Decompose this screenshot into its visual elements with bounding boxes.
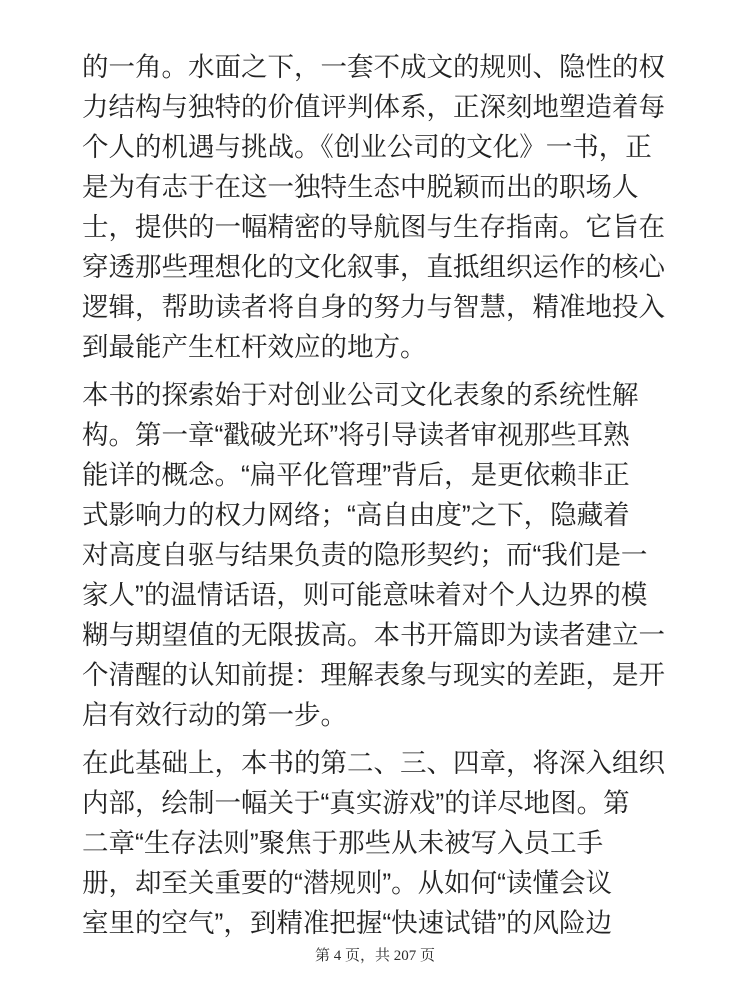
text-line: 式影响力的权力网络；“高自由度”之下，隐藏着 [82,500,630,530]
text-line: 士，提供的一幅精密的导航图与生存指南。它旨在 [82,212,665,242]
text-line: 册，却至关重要的“潜规则”。从如何“读懂会议 [82,868,612,898]
text-line: 到最能产生杠杆效应的地方。 [82,332,427,362]
page-footer [0,945,750,967]
text-line: 对高度自驱与结果负责的隐形契约；而“我们是一 [82,540,648,570]
page-number-indicator: 第 4 页，共 207 页 [314,948,435,964]
text-line: 构。第一章“戳破光环”将引导读者审视那些耳熟 [82,420,630,450]
text-line: 是为有志于在这一独特生态中脱颖而出的职场人 [82,172,639,202]
text-line: 在此基础上，本书的第二、三、四章，将深入组织 [82,748,665,778]
text-line: 逻辑，帮助读者将自身的努力与智慧，精准地投入 [82,292,665,322]
paragraph [82,47,670,367]
text-line: 内部，绘制一幅关于“真实游戏”的详尽地图。第 [82,788,630,818]
text-line: 穿透那些理想化的文化叙事，直抵组织运作的核心 [82,252,665,282]
text-line: 个清醒的认知前提：理解表象与现实的差距，是开 [82,660,665,690]
paragraph [82,375,670,735]
text-line: 室里的空气”，到精准把握“快速试错”的风险边 [82,908,612,938]
text-line: 家人”的温情话语，则可能意味着对个人边界的模 [82,580,648,610]
text-line: 本书的探索始于对创业公司文化表象的系统性解 [82,380,639,410]
text-line: 的一角。水面之下，一套不成文的规则、隐性的权 [82,52,665,82]
text-line: 力结构与独特的价值评判体系，正深刻地塑造着每 [82,92,665,122]
text-line: 个人的机遇与挑战。《创业公司的文化》一书，正 [82,132,652,162]
paragraph [82,743,670,943]
text-line: 能详的概念。“扁平化管理”背后，是更依赖非正 [82,460,630,490]
text-line: 二章“生存法则”聚焦于那些从未被写入员工手 [82,828,604,858]
document-body [82,47,670,951]
text-line: 糊与期望值的无限拔高。本书开篇即为读者建立一 [82,620,665,650]
text-line: 启有效行动的第一步。 [82,700,347,730]
